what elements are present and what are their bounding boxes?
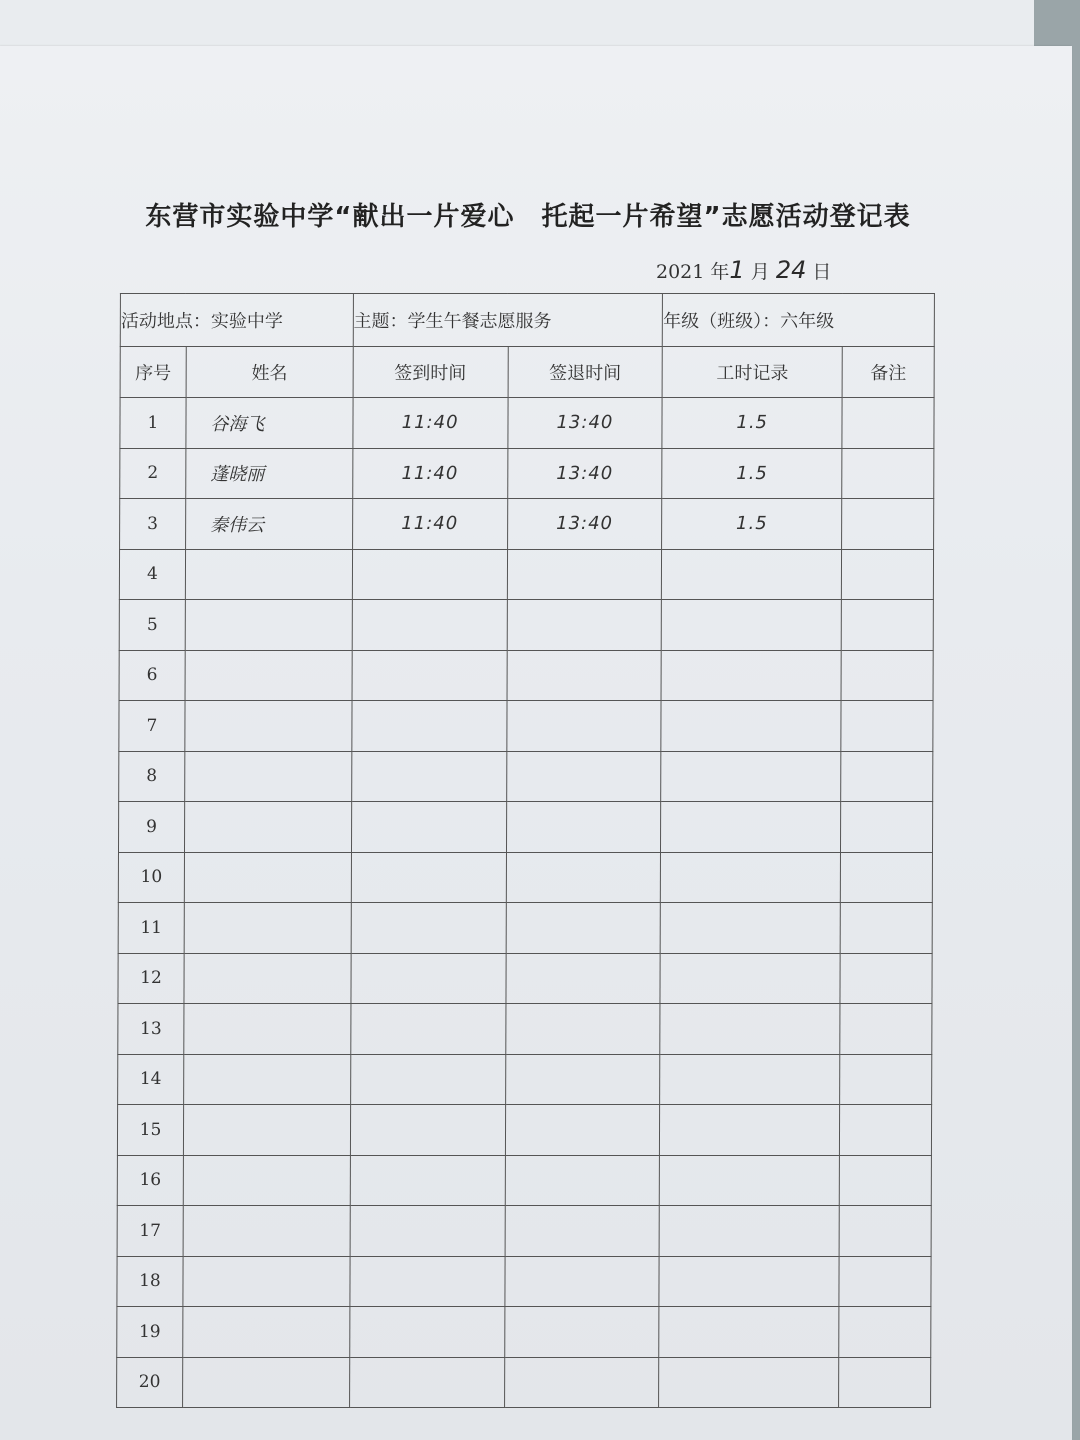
checkout-time: [506, 802, 661, 853]
volunteer-name: [185, 701, 352, 752]
header-checkout: 签退时间: [508, 347, 663, 398]
note-cell: [840, 953, 932, 1004]
checkout-time: 13:40: [507, 398, 662, 449]
checkin-time: [352, 650, 507, 701]
table-row: [118, 953, 932, 1004]
note-cell: [839, 1206, 931, 1257]
work-hours: [659, 1206, 839, 1257]
note-cell: [842, 398, 934, 449]
row-number: 9: [118, 802, 184, 853]
note-cell: [839, 1307, 931, 1358]
work-hours: [659, 1307, 839, 1358]
volunteer-name: [183, 1206, 350, 1257]
work-hours: [660, 953, 840, 1004]
table-row: [119, 751, 933, 802]
work-hours: [661, 751, 841, 802]
volunteer-name: [184, 1004, 351, 1055]
table-row: [118, 1054, 932, 1105]
row-number: 4: [119, 549, 185, 600]
note-cell: [841, 600, 933, 651]
table-row: [120, 398, 934, 449]
checkout-time: [504, 1307, 659, 1358]
volunteer-name: 谷海飞: [186, 398, 353, 449]
table-row: [118, 852, 932, 903]
checkin-time: [351, 802, 506, 853]
row-number: 15: [117, 1105, 183, 1156]
checkout-time: 13:40: [507, 448, 662, 499]
table-row: [118, 903, 932, 954]
note-cell: [842, 499, 934, 550]
work-hours: [660, 1004, 840, 1055]
volunteer-name: [184, 953, 351, 1004]
volunteer-name: [185, 751, 352, 802]
note-cell: [839, 1357, 931, 1408]
checkout-time: [504, 1357, 659, 1408]
row-number: 17: [117, 1206, 183, 1257]
header-name: 姓名: [186, 347, 353, 398]
row-number: 20: [117, 1357, 183, 1408]
checkin-time: 11:40: [353, 398, 508, 449]
header-no: 序号: [120, 347, 186, 398]
checkout-time: [507, 549, 662, 600]
volunteer-name: 秦伟云: [185, 499, 352, 550]
checkout-time: [504, 1256, 659, 1307]
volunteer-name: [184, 852, 351, 903]
checkin-time: [350, 1105, 505, 1156]
volunteer-name: [183, 1256, 350, 1307]
checkout-time: [505, 1155, 660, 1206]
table-row: [118, 802, 932, 853]
checkin-time: [350, 1206, 505, 1257]
note-cell: [840, 852, 932, 903]
table-row: [117, 1256, 931, 1307]
checkout-time: [505, 953, 660, 1004]
volunteer-name: [183, 1105, 350, 1156]
table-row: [119, 600, 933, 651]
row-number: 19: [117, 1307, 183, 1358]
back-paper-sheet: [0, 0, 1034, 51]
note-cell: [842, 448, 934, 499]
checkin-time: [349, 1357, 504, 1408]
row-number: 1: [120, 398, 186, 449]
work-hours: [659, 1256, 839, 1307]
checkout-time: [507, 650, 662, 701]
work-hours: [661, 852, 841, 903]
row-number: 12: [118, 953, 184, 1004]
table-row: [117, 1155, 931, 1206]
date-day-unit: 日: [812, 261, 832, 283]
volunteer-register-table: [116, 293, 935, 1408]
note-cell: [841, 650, 933, 701]
checkout-time: 13:40: [507, 499, 662, 550]
table-row: [117, 1307, 931, 1358]
work-hours: [660, 1155, 840, 1206]
row-number: 13: [118, 1004, 184, 1055]
table-row: [120, 499, 934, 550]
row-number: 3: [120, 499, 186, 550]
table-row: [117, 1357, 931, 1408]
work-hours: [661, 903, 841, 954]
work-hours: [662, 549, 842, 600]
checkin-time: [349, 1307, 504, 1358]
table-row: [117, 1105, 931, 1156]
note-cell: [841, 751, 933, 802]
row-number: 10: [118, 852, 184, 903]
volunteer-name: [184, 802, 351, 853]
header-checkin: 签到时间: [353, 347, 508, 398]
info-row: [120, 294, 934, 347]
row-number: 16: [117, 1155, 183, 1206]
note-cell: [840, 1105, 932, 1156]
activity-theme: 主题：学生午餐志愿服务: [353, 294, 663, 347]
volunteer-name: [182, 1357, 349, 1408]
work-hours: 1.5: [662, 499, 842, 550]
row-number: 2: [120, 448, 186, 499]
checkout-time: [505, 1004, 660, 1055]
header-hours: 工时记录: [662, 347, 842, 398]
volunteer-name: [183, 1155, 350, 1206]
work-hours: [659, 1357, 839, 1408]
volunteer-name: [184, 1054, 351, 1105]
checkin-time: [350, 1256, 505, 1307]
work-hours: 1.5: [662, 398, 842, 449]
row-number: 14: [118, 1054, 184, 1105]
table-row: [119, 701, 933, 752]
checkout-time: [506, 701, 661, 752]
checkout-time: [505, 1206, 660, 1257]
row-number: 8: [119, 751, 185, 802]
row-number: 6: [119, 650, 185, 701]
note-cell: [839, 1155, 931, 1206]
note-cell: [840, 1054, 932, 1105]
checkin-time: [352, 549, 507, 600]
note-cell: [841, 701, 933, 752]
checkin-time: [351, 852, 506, 903]
work-hours: [660, 1054, 840, 1105]
form-title: 东营市实验中学“献出一片爱心 托起一片希望”志愿活动登记表: [145, 202, 911, 232]
note-cell: [840, 903, 932, 954]
activity-grade: 年级（班级）：六年级: [663, 294, 935, 347]
work-hours: [660, 1105, 840, 1156]
work-hours: [661, 650, 841, 701]
date-month-handwritten: 1: [729, 256, 745, 284]
work-hours: [661, 802, 841, 853]
checkin-time: [352, 701, 507, 752]
checkin-time: [351, 751, 506, 802]
table-row: [117, 1206, 931, 1257]
checkin-time: [351, 903, 506, 954]
checkout-time: [506, 852, 661, 903]
note-cell: [839, 1256, 931, 1307]
note-cell: [841, 802, 933, 853]
checkout-time: [506, 751, 661, 802]
checkin-time: [350, 1155, 505, 1206]
checkin-time: [350, 1004, 505, 1055]
work-hours: [661, 701, 841, 752]
activity-location: 活动地点：实验中学: [120, 294, 353, 347]
checkin-time: [351, 953, 506, 1004]
checkout-time: [506, 903, 661, 954]
date-year: 2021: [656, 261, 705, 283]
date-day-handwritten: 24: [775, 256, 807, 284]
checkin-time: [352, 600, 507, 651]
date-year-unit: 年: [710, 261, 730, 283]
date-month-unit: 月: [750, 261, 770, 283]
table-row: [118, 1004, 932, 1055]
header-row: [120, 347, 934, 398]
header-note: 备注: [842, 347, 934, 398]
work-hours: 1.5: [662, 448, 842, 499]
volunteer-name: [185, 650, 352, 701]
volunteer-name: 蓬晓丽: [186, 448, 353, 499]
checkin-time: 11:40: [352, 448, 507, 499]
note-cell: [841, 549, 933, 600]
volunteer-name: [183, 1307, 350, 1358]
checkin-time: 11:40: [352, 499, 507, 550]
note-cell: [840, 1004, 932, 1055]
volunteer-name: [185, 600, 352, 651]
work-hours: [662, 600, 842, 651]
row-number: 5: [119, 600, 185, 651]
table-row: [120, 448, 934, 499]
checkin-time: [350, 1054, 505, 1105]
checkout-time: [505, 1054, 660, 1105]
row-number: 7: [119, 701, 185, 752]
volunteer-name: [185, 549, 352, 600]
checkout-time: [507, 600, 662, 651]
table-row: [119, 650, 933, 701]
volunteer-name: [184, 903, 351, 954]
form-date: [656, 256, 831, 284]
checkout-time: [505, 1105, 660, 1156]
row-number: 18: [117, 1256, 183, 1307]
row-number: 11: [118, 903, 184, 954]
table-row: [119, 549, 933, 600]
